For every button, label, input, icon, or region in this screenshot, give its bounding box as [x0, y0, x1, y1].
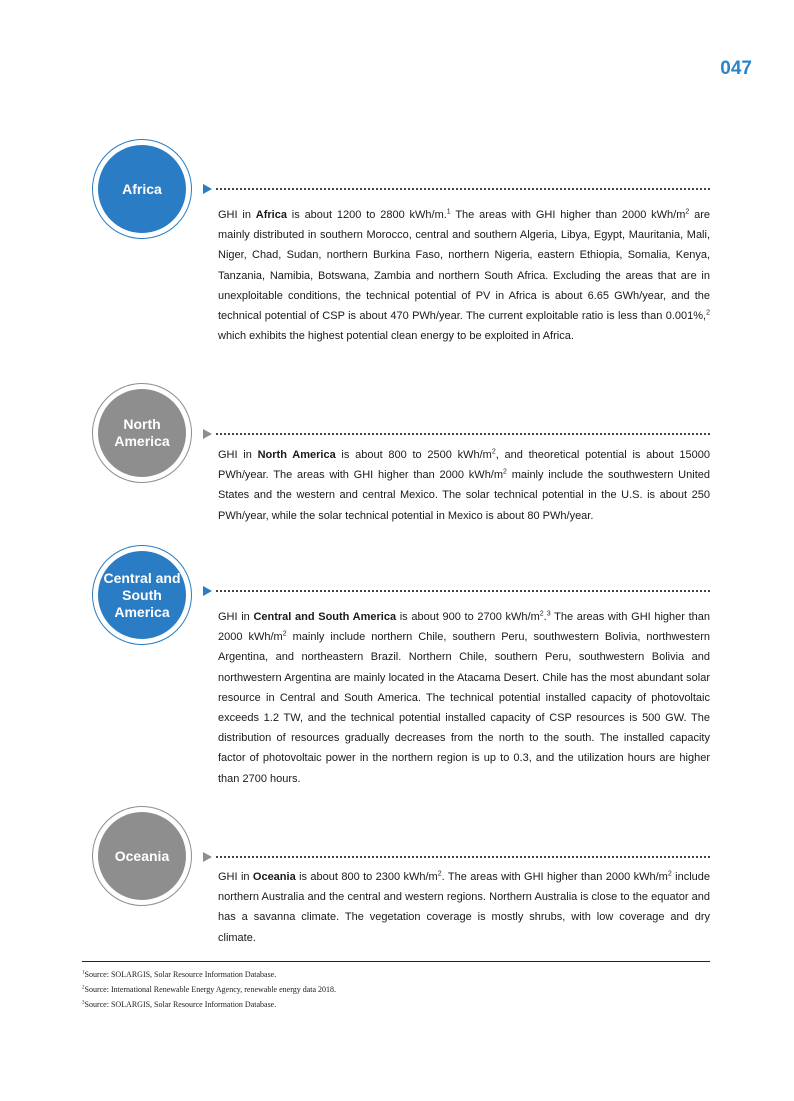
region-badge-oceania: Oceania	[92, 806, 192, 906]
text-run: GHI in	[218, 449, 258, 461]
text-run: GHI in	[218, 611, 254, 623]
text-run: GHI in	[218, 871, 253, 883]
dotted-divider	[216, 590, 710, 592]
region-badge-north-america: North America	[92, 383, 192, 483]
arrow-icon	[203, 586, 212, 596]
footnote-ref: 2	[503, 468, 507, 476]
footnote-ref: 1	[446, 208, 451, 216]
footnote-ref: 3	[546, 610, 551, 618]
text-run: is about 800 to 2500 kWh/m	[335, 449, 492, 461]
paragraph-africa	[218, 205, 710, 346]
text-run: GHI in	[218, 209, 256, 221]
paragraph-central-south-america	[218, 607, 710, 789]
footnote: $^2$Source: International Renewable Energy Agency, renewable energy data 2018.	[82, 985, 337, 994]
text-run: which exhibits the highest potential clean energy to be exploited in Africa.	[218, 330, 574, 343]
footnote-ref: 2	[282, 630, 287, 638]
region-name: Central and South America	[253, 611, 397, 623]
text-run: is about 900 to 2700 kWh/m	[396, 611, 540, 623]
footnote-ref: 2	[437, 870, 442, 878]
footnote: $^1$Source: SOLARGIS, Solar Resource Information Database.	[82, 970, 277, 979]
footnote-ref: 2	[685, 208, 690, 216]
dotted-divider	[216, 188, 710, 190]
dotted-divider	[216, 433, 710, 435]
text-run: . The areas with GHI higher than 2000 kWh/m	[441, 871, 668, 883]
region-name: Oceania	[252, 871, 296, 883]
text-run: mainly include the southwestern United States and the western and central Mexico. The solar technical potential in the U.S. is about 250 PWh/year, while the solar technical potential in Mexico is about 80 PWh/year.	[218, 469, 710, 522]
text-run: include northern Australia and the central and western regions. Northern Australia is close to the equator and has a savanna climate. The vegetation coverage is mostly shrubs, with low coverage and dry climate.	[218, 871, 710, 944]
footnote-ref: 2	[539, 610, 544, 618]
region-name: North America	[257, 449, 336, 461]
region-badge-africa: Africa	[92, 139, 192, 239]
text-run: are mainly distributed in southern Morocco, central and southern Algeria, Libya, Egypt, Mauritania, Mali, Niger, Chad, Sudan, northern Burkina Faso, northern Nigeria, eastern Ethiopia, Somalia, Kenya, Tanzania, Namibia, Botswana, Zambia and northern South Africa. Excluding the areas that are in unexploitable conditions, the technical potential of PV in Africa is about 6.65 GWh/year, and the technical potential of CSP is about 470 PWh/year. The current exploitable ratio is less than 0.001%,	[218, 209, 711, 323]
text-run: The areas with GHI higher than 2000 kWh/m	[218, 611, 711, 644]
footnote-ref: 2	[491, 448, 496, 456]
text-run: .	[543, 611, 547, 623]
region-name: Africa	[255, 209, 287, 221]
region-badge-central-south-america: Central and South America	[92, 545, 192, 645]
footnote-rule	[82, 961, 710, 962]
footnote-ref: 2	[667, 870, 672, 878]
text-run: is about 1200 to 2800 kWh/m.	[286, 209, 447, 221]
dotted-divider	[216, 856, 710, 858]
text-run: , and theoretical potential is about 15000 PWh/year. The areas with GHI higher than 2000 kWh/m	[218, 449, 710, 482]
footnote-ref: 2	[706, 309, 710, 317]
arrow-icon	[203, 184, 212, 194]
page-number: 047	[720, 58, 752, 79]
text-run: is about 800 to 2300 kWh/m	[295, 871, 438, 883]
arrow-icon	[203, 429, 212, 439]
footnote: $^3$Source: SOLARGIS, Solar Resource Information Database.	[82, 1000, 277, 1009]
arrow-icon	[203, 852, 212, 862]
paragraph-north-america	[218, 445, 710, 526]
text-run: The areas with GHI higher than 2000 kWh/m	[450, 209, 686, 221]
text-run: mainly include northern Chile, southern Peru, southwestern Bolivia, northwestern Argentina, and northeastern Brazil. Northern Chile, southern Peru, southwestern Bolivia and northwestern Argentina are mainly located in the Atacama Desert. Chile has the most abundant solar resource in Central and South America. The technical potential installed capacity of photovoltaic exceeds 1.2 TW, and the technical potential installed capacity of CSP resources is 500 GW. The distribution of resources gradually decreases from the north to the south. The installed capacity factor of photovoltaic power in the northern region is up to 0.3, and the utilization hours are higher than 2700 hours.	[218, 631, 710, 785]
paragraph-oceania	[218, 867, 710, 948]
